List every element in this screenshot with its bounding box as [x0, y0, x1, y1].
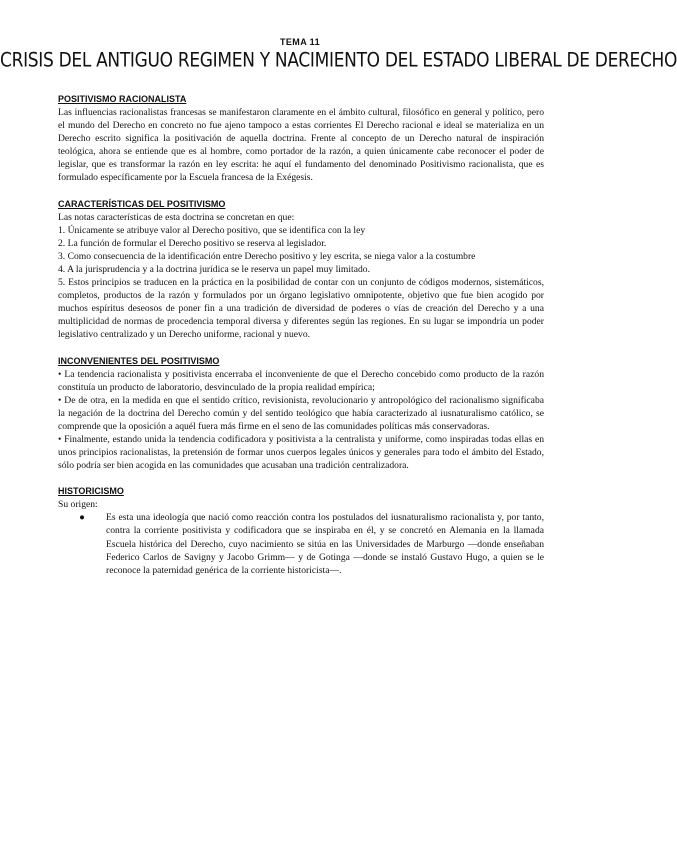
list-item: 3. Como consecuencia de la identificación entre Derecho positivo y ley escrita, se niega valor a la costumbre: [58, 250, 476, 262]
paragraph: Las influencias racionalistas francesas se manifestaron claramente en el ámbito cultural, filosófico en general y político, pero el mundo del Derecho en concreto no fue ajeno tampoco a estas corrientes El Derecho racional e ideal se materializa en un Derecho escrito significa la positivación de aquella doctrina. Frente al concepto de un Derecho natural de inspiración teológica, ahora se entiende que es al hombre, como portador de la razón, a quien únicamente cabe reconocer el poder de legislar, que es transformar la razón en ley escrita: he aquí el fundamento del denominado Positivismo racionalista, que es formulado específicamente por la Escuela francesa de la Exégesis.: [58, 107, 544, 184]
list-item: • De de otra, en la medida en que el sentido crítico, revisionista, revolucionario y antropológico del racionalismo significaba la negación de la doctrina del Derecho común y del sentido teológico que había caracterizado al iusnaturalismo católico, se comprende que la oposición a aquél fuera más firme en el seno de las comunidades políticas más conservadoras.: [58, 394, 544, 432]
list-item: 1. Únicamente se atribuye valor al Derecho positivo, que se identifica con la ley: [58, 224, 366, 236]
section-heading: HISTORICISMO: [58, 486, 124, 497]
list-item: 4. A la jurisprudencia y a la doctrina jurídica se le reserva un papel muy limitado.: [58, 263, 370, 275]
section-positivismo: [58, 93, 544, 185]
list-item: • La tendencia racionalista y positivista encerraba el inconveniente de que el Derecho concebido como producto de la razón constituía un producto de laboratorio, desvinculado de la propia realidad empírica;: [58, 368, 544, 393]
section-heading: CARACTERÍSTICAS DEL POSITIVISMO: [58, 198, 226, 209]
bullet-list: [58, 511, 544, 576]
list-item-text: Es esta una ideología que nació como reacción contra los postulados del iusnaturalismo racionalista y, por tanto, contra la corriente positivista y codificadora que se inspiraba en él, y se concretó en Alemania en la llamada Escuela histórica del Derecho, cuyo nacimiento se sitúa en las Universidades de Marburgo —donde enseñaban Federico Carlos de Savigny y Jacobo Grimm— y de Gotinga —donde se instaló Gustavo Hugo, a quien se le reconoce la paternidad genérica de la corriente historicista—.: [106, 512, 544, 576]
list-item: [58, 511, 544, 576]
section-caracteristicas: [58, 198, 544, 342]
section-inconvenientes: [58, 355, 544, 473]
document-body: [58, 93, 544, 590]
page-title: CRISIS DEL ANTIGUO REGIMEN Y NACIMIENTO DEL ESTADO LIBERAL DE DERECHO: [0, 49, 677, 72]
topic-number: TEMA 11: [280, 37, 320, 47]
list-intro: Su origen:: [58, 499, 98, 511]
list-item: 5. Estos principios se traducen en la práctica en la posibilidad de contar con un conjunto de códigos modernos, sistemáticos, completos, productos de la razón y formulados por un órgano legislativo omnipotente, objetivo que fue bien acogido por muchos espíritus deseosos de poner fin a una tradición de diversidad de poderes o vías de creación del Derecho y a una multiplicidad de normas de procedencia temporal diversa y diferentes según las regiones. En su lugar se impondría un poder legislativo centralizado y un Derecho uniforme, racional y nuevo.: [58, 277, 544, 341]
list-item: • Finalmente, estando unida la tendencia codificadora y positivista a la centralista y uniforme, como inspiradas todas ellas en unos principios racionalistas, la pretensión de formar unos cuerpos legales únicos y generales para todo el ámbito del Estado, sólo podría ser bien acogida en las comunidades que acusaban una tradición centralizadora.: [58, 433, 544, 472]
section-heading: INCONVENIENTES DEL POSITIVISMO: [58, 355, 220, 366]
list-intro: Las notas características de esta doctrina se concretan en que:: [58, 211, 295, 223]
section-heading: POSITIVISMO RACIONALISTA: [58, 94, 187, 104]
list-item: 2. La función de formular el Derecho positivo se reserva al legislador.: [58, 237, 327, 249]
bullet-icon: ●: [79, 512, 85, 524]
section-historicismo: [58, 485, 544, 577]
